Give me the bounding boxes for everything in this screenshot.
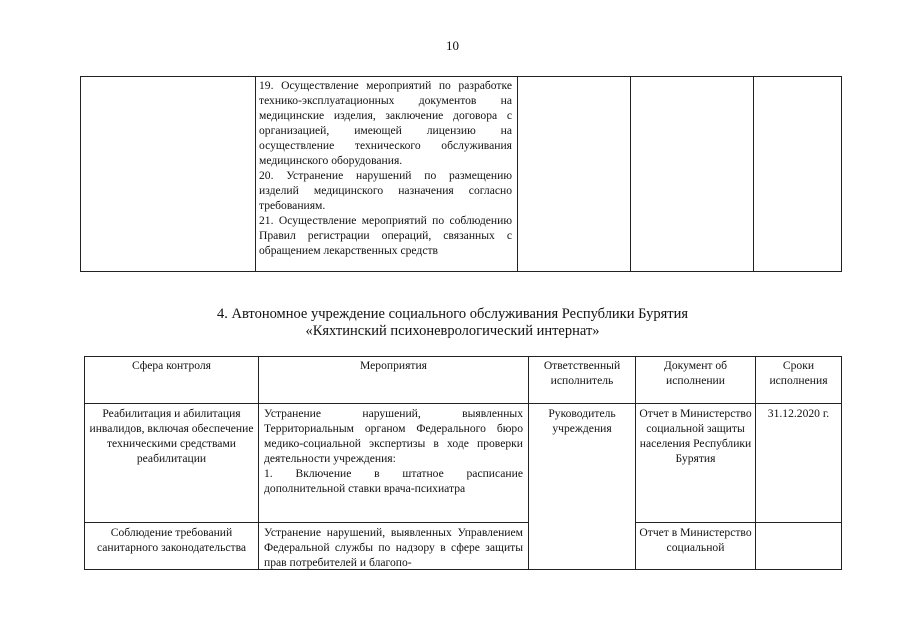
sfera-text: Соблюдение требований санитарного законодательства xyxy=(96,526,247,554)
item-21: 21. Осуществление мероприятий по соблюдению Правил регистрации операций, связанных с обращением лекарственных средств xyxy=(259,214,512,257)
header-sfera: Сфера контроля xyxy=(85,357,259,404)
item-19: 19. Осуществление мероприятий по разработке технико-эксплуатационных документов на медицинские изделия, заключение договора с организацией, имеющей лицензию на осуществление технического обслуживания медицинского оборудования. xyxy=(259,79,512,167)
header-sroki: Сроки исполнения xyxy=(756,357,842,404)
dokument-text: Отчет в Министерство социальной xyxy=(639,526,752,554)
meropriyatiya-item: 1. Включение в штатное расписание дополнительной ставки врача-психиатра xyxy=(264,467,523,495)
table-row xyxy=(85,523,842,570)
header-dokument: Документ об исполнении xyxy=(636,357,756,404)
continued-table xyxy=(80,76,842,272)
heading-line-1: 4. Автономное учреждение социального обслуживания Республики Бурятия xyxy=(216,306,689,322)
sfera-cell xyxy=(81,77,256,272)
section-heading xyxy=(0,306,905,340)
dokument-cell xyxy=(636,523,756,570)
meropriyatiya-cell xyxy=(256,77,518,272)
sroki-cell: 31.12.2020 г. xyxy=(756,404,842,523)
header-otvetstvenny: Ответственный исполнитель xyxy=(529,357,636,404)
meropriyatiya-cell xyxy=(259,404,529,523)
control-table xyxy=(84,356,842,570)
header-row xyxy=(85,357,842,404)
otvetstvenny-cell: Руководитель учреждения xyxy=(529,404,636,570)
sfera-cell xyxy=(85,523,259,570)
meropriyatiya-text: Устранение нарушений, выявленных Территориальным органом Федерального бюро медико-социальной экспертизы в ходе проверки деятельности учреждения: xyxy=(264,407,523,465)
meropriyatiya-text: Устранение нарушений, выявленных Управлением Федеральной службы по надзору в сфере защиты прав потребителей и благопо- xyxy=(264,526,523,569)
table-row xyxy=(85,404,842,523)
otvetstvenny-cell xyxy=(518,77,631,272)
item-20: 20. Устранение нарушений по размещению изделий медицинского назначения согласно требованиям. xyxy=(259,169,512,212)
meropriyatiya-cell xyxy=(259,523,529,570)
dokument-cell xyxy=(631,77,754,272)
sfera-cell: Реабилитация и абилитация инвалидов, включая обеспечение техническими средствами реабилитации xyxy=(85,404,259,523)
heading-line-2: «Кяхтинский психоневрологический интернат» xyxy=(305,323,600,339)
sroki-cell xyxy=(756,523,842,570)
dokument-cell: Отчет в Министерство социальной защиты населения Республики Бурятия xyxy=(636,404,756,523)
header-meropriyatiya: Мероприятия xyxy=(259,357,529,404)
sroki-cell xyxy=(754,77,842,272)
page-number: 10 xyxy=(446,38,459,53)
table-row xyxy=(81,77,842,272)
